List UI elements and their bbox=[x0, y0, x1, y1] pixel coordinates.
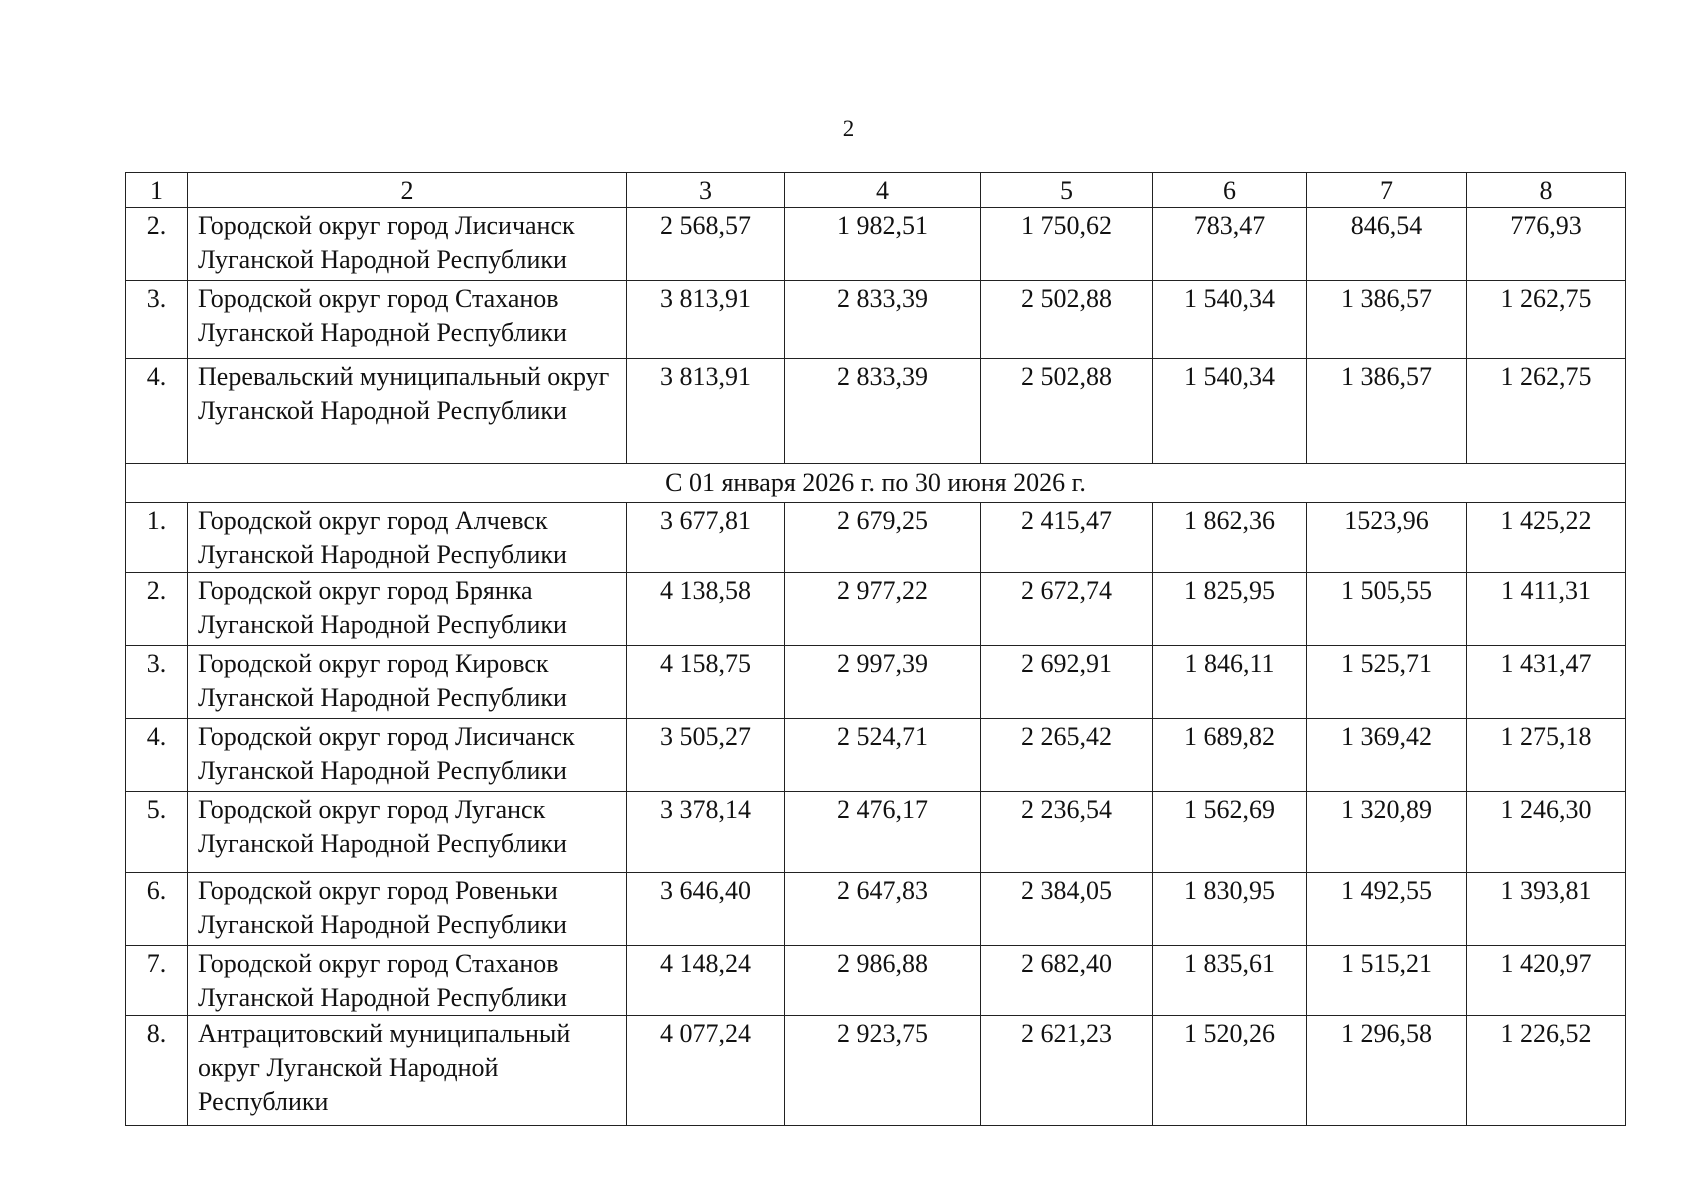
value-cell: 2 679,25 bbox=[785, 503, 981, 573]
period-section-row bbox=[126, 464, 1626, 503]
table-row bbox=[126, 359, 1626, 464]
value-cell: 1 862,36 bbox=[1153, 503, 1307, 573]
value-cell: 2 923,75 bbox=[785, 1016, 981, 1126]
value-cell: 1 386,57 bbox=[1307, 281, 1467, 359]
municipality-name: Городской округ город Ровеньки Луганской Народной Республики bbox=[188, 873, 627, 946]
column-number-row bbox=[126, 173, 1626, 208]
municipality-name: Городской округ город Лисичанск Луганской Народной Республики bbox=[188, 719, 627, 792]
municipality-name: Городской округ город Брянка Луганской Народной Республики bbox=[188, 573, 627, 646]
table-row bbox=[126, 1016, 1626, 1126]
column-number: 8 bbox=[1467, 173, 1626, 208]
value-cell: 1 262,75 bbox=[1467, 281, 1626, 359]
value-cell: 2 833,39 bbox=[785, 281, 981, 359]
row-number: 5. bbox=[126, 792, 188, 873]
value-cell: 2 692,91 bbox=[981, 646, 1153, 719]
table-row bbox=[126, 573, 1626, 646]
value-cell: 2 977,22 bbox=[785, 573, 981, 646]
value-cell: 776,93 bbox=[1467, 208, 1626, 281]
value-cell: 1 393,81 bbox=[1467, 873, 1626, 946]
value-cell: 783,47 bbox=[1153, 208, 1307, 281]
value-cell: 2 265,42 bbox=[981, 719, 1153, 792]
table-row bbox=[126, 503, 1626, 573]
value-cell: 3 378,14 bbox=[627, 792, 785, 873]
column-number: 3 bbox=[627, 173, 785, 208]
row-number: 7. bbox=[126, 946, 188, 1016]
value-cell: 2 986,88 bbox=[785, 946, 981, 1016]
value-cell: 3 646,40 bbox=[627, 873, 785, 946]
value-cell: 1 262,75 bbox=[1467, 359, 1626, 464]
value-cell: 1 846,11 bbox=[1153, 646, 1307, 719]
value-cell: 1 246,30 bbox=[1467, 792, 1626, 873]
value-cell: 1 520,26 bbox=[1153, 1016, 1307, 1126]
value-cell: 2 568,57 bbox=[627, 208, 785, 281]
table-row bbox=[126, 281, 1626, 359]
table-row bbox=[126, 646, 1626, 719]
table-row bbox=[126, 873, 1626, 946]
column-number: 1 bbox=[126, 173, 188, 208]
value-cell: 2 415,47 bbox=[981, 503, 1153, 573]
value-cell: 1 689,82 bbox=[1153, 719, 1307, 792]
row-number: 2. bbox=[126, 208, 188, 281]
row-number: 1. bbox=[126, 503, 188, 573]
value-cell: 846,54 bbox=[1307, 208, 1467, 281]
value-cell: 2 524,71 bbox=[785, 719, 981, 792]
value-cell: 1 411,31 bbox=[1467, 573, 1626, 646]
column-number: 5 bbox=[981, 173, 1153, 208]
municipality-name: Городской округ город Стаханов Луганской Народной Республики bbox=[188, 281, 627, 359]
value-cell: 1 505,55 bbox=[1307, 573, 1467, 646]
value-cell: 4 148,24 bbox=[627, 946, 785, 1016]
value-cell: 4 158,75 bbox=[627, 646, 785, 719]
row-number: 4. bbox=[126, 359, 188, 464]
value-cell: 2 502,88 bbox=[981, 281, 1153, 359]
period-title: С 01 января 2026 г. по 30 июня 2026 г. bbox=[126, 464, 1626, 503]
table-row bbox=[126, 208, 1626, 281]
value-cell: 1 226,52 bbox=[1467, 1016, 1626, 1126]
value-cell: 2 621,23 bbox=[981, 1016, 1153, 1126]
value-cell: 1 825,95 bbox=[1153, 573, 1307, 646]
page-number: 2 bbox=[842, 116, 855, 141]
value-cell: 2 682,40 bbox=[981, 946, 1153, 1016]
value-cell: 2 384,05 bbox=[981, 873, 1153, 946]
value-cell: 4 077,24 bbox=[627, 1016, 785, 1126]
row-number: 3. bbox=[126, 281, 188, 359]
row-number: 3. bbox=[126, 646, 188, 719]
table-row bbox=[126, 719, 1626, 792]
value-cell: 1 425,22 bbox=[1467, 503, 1626, 573]
municipality-name: Городской округ город Алчевск Луганской Народной Республики bbox=[188, 503, 627, 573]
municipality-name: Перевальский муниципальный округ Луганской Народной Республики bbox=[188, 359, 627, 464]
municipality-name: Городской округ город Лисичанск Луганской Народной Республики bbox=[188, 208, 627, 281]
table-row bbox=[126, 946, 1626, 1016]
value-cell: 2 236,54 bbox=[981, 792, 1153, 873]
value-cell: 2 997,39 bbox=[785, 646, 981, 719]
value-cell: 1 275,18 bbox=[1467, 719, 1626, 792]
value-cell: 3 813,91 bbox=[627, 359, 785, 464]
value-cell: 1523,96 bbox=[1307, 503, 1467, 573]
value-cell: 1 830,95 bbox=[1153, 873, 1307, 946]
value-cell: 1 540,34 bbox=[1153, 359, 1307, 464]
value-cell: 4 138,58 bbox=[627, 573, 785, 646]
value-cell: 1 982,51 bbox=[785, 208, 981, 281]
value-cell: 1 296,58 bbox=[1307, 1016, 1467, 1126]
column-number: 2 bbox=[188, 173, 627, 208]
value-cell: 1 562,69 bbox=[1153, 792, 1307, 873]
row-number: 4. bbox=[126, 719, 188, 792]
table-row bbox=[126, 792, 1626, 873]
value-cell: 1 525,71 bbox=[1307, 646, 1467, 719]
value-cell: 2 476,17 bbox=[785, 792, 981, 873]
municipality-name: Городской округ город Луганск Луганской Народной Республики bbox=[188, 792, 627, 873]
value-cell: 2 833,39 bbox=[785, 359, 981, 464]
value-cell: 1 386,57 bbox=[1307, 359, 1467, 464]
tariff-table bbox=[125, 172, 1626, 1126]
municipality-name: Городской округ город Стаханов Луганской Народной Республики bbox=[188, 946, 627, 1016]
value-cell: 3 813,91 bbox=[627, 281, 785, 359]
row-number: 2. bbox=[126, 573, 188, 646]
municipality-name: Городской округ город Кировск Луганской Народной Республики bbox=[188, 646, 627, 719]
value-cell: 1 750,62 bbox=[981, 208, 1153, 281]
value-cell: 1 320,89 bbox=[1307, 792, 1467, 873]
column-number: 4 bbox=[785, 173, 981, 208]
value-cell: 1 369,42 bbox=[1307, 719, 1467, 792]
value-cell: 1 492,55 bbox=[1307, 873, 1467, 946]
row-number: 8. bbox=[126, 1016, 188, 1126]
value-cell: 1 835,61 bbox=[1153, 946, 1307, 1016]
column-number: 7 bbox=[1307, 173, 1467, 208]
value-cell: 3 677,81 bbox=[627, 503, 785, 573]
value-cell: 3 505,27 bbox=[627, 719, 785, 792]
value-cell: 1 431,47 bbox=[1467, 646, 1626, 719]
municipality-name: Антрацитовский муниципальный округ Луганской Народной Республики bbox=[188, 1016, 627, 1126]
value-cell: 1 420,97 bbox=[1467, 946, 1626, 1016]
row-number: 6. bbox=[126, 873, 188, 946]
value-cell: 2 647,83 bbox=[785, 873, 981, 946]
value-cell: 1 515,21 bbox=[1307, 946, 1467, 1016]
column-number: 6 bbox=[1153, 173, 1307, 208]
value-cell: 2 672,74 bbox=[981, 573, 1153, 646]
value-cell: 2 502,88 bbox=[981, 359, 1153, 464]
value-cell: 1 540,34 bbox=[1153, 281, 1307, 359]
